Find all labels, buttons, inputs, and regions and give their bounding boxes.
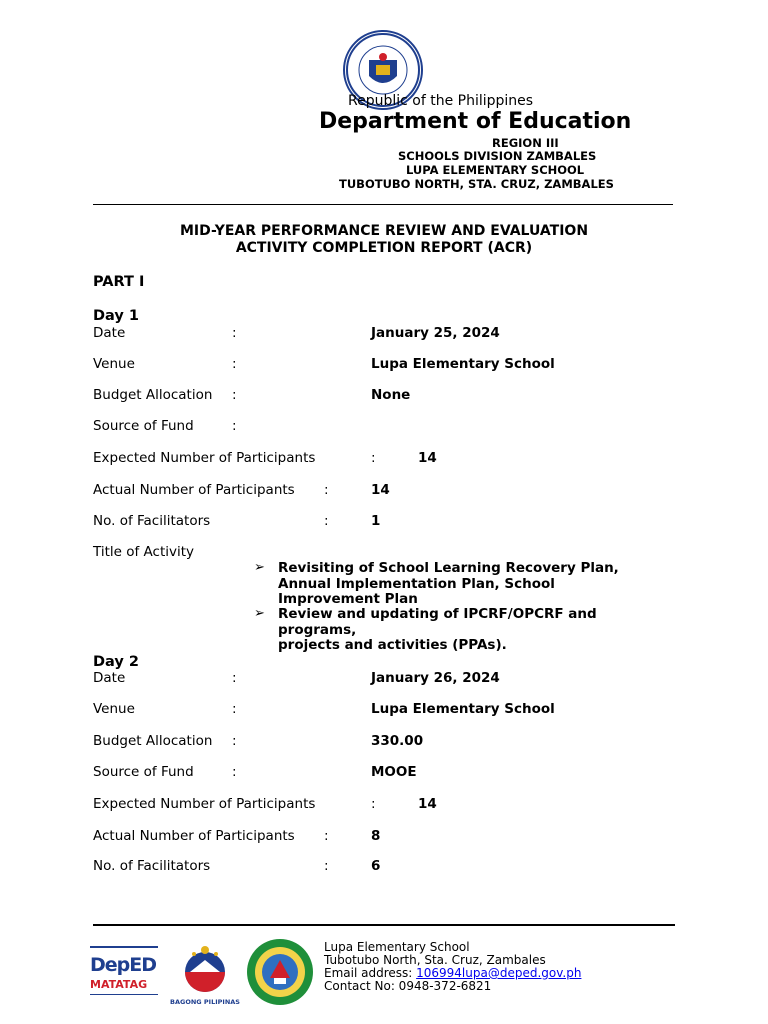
day2-heading: Day 2: [93, 654, 139, 670]
day1-actual-value: 14: [371, 482, 390, 498]
footer-address: Tubotubo North, Sta. Cruz, Zambales: [324, 953, 546, 967]
day2-actual-label: Actual Number of Participants: [93, 828, 295, 844]
footer-school-name: Lupa Elementary School: [324, 940, 470, 954]
report-title-line1: MID-YEAR PERFORMANCE REVIEW AND EVALUATION: [179, 223, 589, 239]
bullet-arrow-icon: ➢: [254, 606, 265, 621]
activity-2-line2: programs,: [278, 622, 357, 638]
day1-expected-colon: :: [371, 450, 376, 466]
day1-venue-label: Venue: [93, 356, 135, 372]
day2-date-colon: :: [232, 670, 237, 686]
day2-actual-colon: :: [324, 828, 329, 844]
day1-fund-colon: :: [232, 418, 237, 434]
activity-1-line2: Annual Implementation Plan, School: [278, 576, 555, 592]
day2-fund-label: Source of Fund: [93, 764, 194, 780]
day2-date-label: Date: [93, 670, 126, 686]
republic-text: Republic of the Philippines: [348, 93, 534, 109]
day2-venue-colon: :: [232, 701, 237, 717]
footer-email-link[interactable]: 106994lupa@deped.gov.ph: [416, 966, 582, 980]
activity-2-line1: Review and updating of IPCRF/OPCRF and: [278, 606, 597, 622]
day1-venue-colon: :: [232, 356, 237, 372]
day2-expected-label: Expected Number of Participants: [93, 796, 316, 812]
footer-contact-number: Contact No: 0948-372-6821: [324, 979, 492, 993]
day1-fund-label: Source of Fund: [93, 418, 194, 434]
activity-1-line1: Revisiting of School Learning Recovery Plan,: [278, 560, 619, 576]
activity-1-line3: Improvement Plan: [278, 591, 418, 607]
day2-fund-value: MOOE: [371, 764, 417, 780]
day1-facilitators-label: No. of Facilitators: [93, 513, 211, 529]
day2-date-value: January 26, 2024: [371, 670, 500, 686]
day1-date-colon: :: [232, 325, 237, 341]
department-title: Department of Education: [319, 109, 632, 134]
day2-budget-colon: :: [232, 733, 237, 749]
day1-facilitators-value: 1: [371, 513, 381, 529]
day2-actual-value: 8: [371, 828, 381, 844]
report-title-line2: ACTIVITY COMPLETION REPORT (ACR): [235, 240, 533, 256]
bullet-arrow-icon: ➢: [254, 560, 265, 575]
deped-logo-text: DepED: [90, 954, 157, 976]
bagong-pilipinas-logo: [170, 942, 240, 1004]
school-logo: [246, 938, 314, 1006]
footer-email-label: Email address:: [324, 966, 417, 980]
day1-venue-value: Lupa Elementary School: [371, 356, 555, 372]
day1-actual-label: Actual Number of Participants: [93, 482, 295, 498]
part-heading: PART I: [93, 274, 145, 290]
day1-actual-colon: :: [324, 482, 329, 498]
day1-title-label: Title of Activity: [93, 544, 195, 560]
day1-budget-label: Budget Allocation: [93, 387, 213, 403]
header-divider: [93, 204, 673, 205]
bagong-pilipinas-icon: [170, 942, 240, 994]
day2-facilitators-label: No. of Facilitators: [93, 858, 211, 874]
region-text: REGION III: [492, 136, 559, 150]
day2-facilitators-colon: :: [324, 858, 329, 874]
day1-date-label: Date: [93, 325, 126, 341]
activity-2-line3: projects and activities (PPAs).: [278, 637, 507, 653]
school-seal-icon: [246, 938, 314, 1006]
day2-facilitators-value: 6: [371, 858, 381, 874]
school-text: LUPA ELEMENTARY SCHOOL: [406, 163, 585, 177]
day2-expected-colon: :: [371, 796, 376, 812]
day1-heading: Day 1: [93, 308, 139, 324]
bagong-pilipinas-text: BAGONG PILIPINAS: [170, 998, 240, 1006]
day1-facilitators-colon: :: [324, 513, 329, 529]
footer-divider: [93, 924, 675, 926]
day2-budget-label: Budget Allocation: [93, 733, 213, 749]
day1-expected-label: Expected Number of Participants: [93, 450, 316, 466]
day2-fund-colon: :: [232, 764, 237, 780]
division-text: SCHOOLS DIVISION ZAMBALES: [398, 149, 597, 163]
day1-budget-value: None: [371, 387, 411, 403]
day1-budget-colon: :: [232, 387, 237, 403]
day2-expected-value: 14: [418, 796, 437, 812]
matatag-text: MATATAG: [90, 978, 148, 991]
day2-venue-label: Venue: [93, 701, 135, 717]
day1-expected-value: 14: [418, 450, 437, 466]
day1-date-value: January 25, 2024: [371, 325, 500, 341]
day2-budget-value: 330.00: [371, 733, 424, 749]
deped-matatag-logo: [90, 946, 158, 1004]
footer-contact-block: [324, 941, 581, 993]
day2-venue-value: Lupa Elementary School: [371, 701, 555, 717]
address-text: TUBOTUBO NORTH, STA. CRUZ, ZAMBALES: [339, 177, 614, 191]
